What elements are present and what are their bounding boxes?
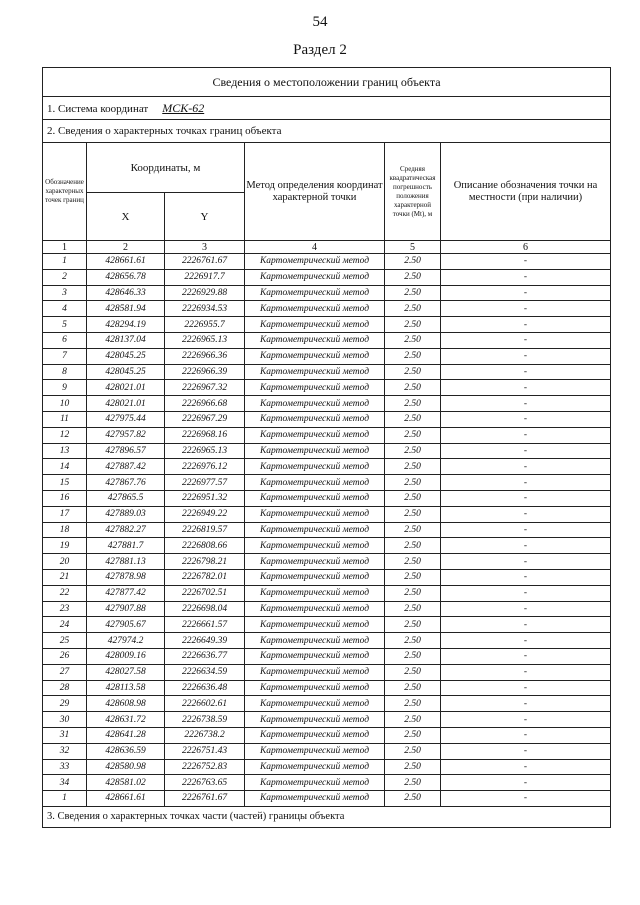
parts-heading: 3. Сведения о характерных точках части (частей) границы объекта	[43, 806, 611, 827]
y-coordinate-cell: 2226949.22	[165, 506, 245, 522]
method-cell: Картометрический метод	[245, 696, 385, 712]
error-cell: 2.50	[385, 269, 441, 285]
header-description: Описание обозначения точки на местности (при наличии)	[441, 143, 611, 241]
error-cell: 2.50	[385, 696, 441, 712]
table-row	[43, 759, 611, 775]
method-cell: Картометрический метод	[245, 317, 385, 333]
x-coordinate-cell: 427896.57	[87, 443, 165, 459]
x-coordinate-cell: 428027.58	[87, 664, 165, 680]
error-cell: 2.50	[385, 633, 441, 649]
x-coordinate-cell: 428646.33	[87, 285, 165, 301]
method-cell: Картометрический метод	[245, 633, 385, 649]
point-number-cell: 31	[43, 727, 87, 743]
point-number-cell: 23	[43, 601, 87, 617]
method-cell: Картометрический метод	[245, 506, 385, 522]
x-coordinate-cell: 427878.98	[87, 569, 165, 585]
method-cell: Картометрический метод	[245, 301, 385, 317]
x-coordinate-cell: 427975.44	[87, 411, 165, 427]
error-cell: 2.50	[385, 348, 441, 364]
method-cell: Картометрический метод	[245, 269, 385, 285]
table-row	[43, 743, 611, 759]
x-coordinate-cell: 428661.61	[87, 791, 165, 807]
table-row	[43, 364, 611, 380]
description-cell: -	[441, 364, 611, 380]
point-number-cell: 21	[43, 569, 87, 585]
table-row	[43, 301, 611, 317]
x-coordinate-cell: 428137.04	[87, 332, 165, 348]
point-number-cell: 15	[43, 475, 87, 491]
table-row	[43, 585, 611, 601]
point-number-cell: 28	[43, 680, 87, 696]
description-cell: -	[441, 554, 611, 570]
y-coordinate-cell: 2226634.59	[165, 664, 245, 680]
point-number-cell: 5	[43, 317, 87, 333]
page-number: 54	[312, 14, 328, 30]
error-cell: 2.50	[385, 743, 441, 759]
table-row	[43, 490, 611, 506]
point-number-cell: 33	[43, 759, 87, 775]
x-coordinate-cell: 428581.02	[87, 775, 165, 791]
col-number: 4	[245, 241, 385, 254]
table-row	[43, 538, 611, 554]
y-coordinate-cell: 2226976.12	[165, 459, 245, 475]
method-cell: Картометрический метод	[245, 617, 385, 633]
x-coordinate-cell: 427877.42	[87, 585, 165, 601]
method-cell: Картометрический метод	[245, 443, 385, 459]
point-number-cell: 13	[43, 443, 87, 459]
method-cell: Картометрический метод	[245, 775, 385, 791]
col-number: 2	[87, 241, 165, 254]
error-cell: 2.50	[385, 411, 441, 427]
error-cell: 2.50	[385, 364, 441, 380]
y-coordinate-cell: 2226602.61	[165, 696, 245, 712]
points-heading: 2. Сведения о характерных точках границ объекта	[43, 120, 611, 143]
method-cell: Картометрический метод	[245, 348, 385, 364]
x-coordinate-cell: 428656.78	[87, 269, 165, 285]
description-cell: -	[441, 680, 611, 696]
error-cell: 2.50	[385, 712, 441, 728]
table-row	[43, 522, 611, 538]
point-number-cell: 7	[43, 348, 87, 364]
y-coordinate-cell: 2226636.48	[165, 680, 245, 696]
description-cell: -	[441, 269, 611, 285]
coord-system-label: 1. Система координат	[47, 102, 149, 115]
table-row	[43, 254, 611, 270]
table-row	[43, 285, 611, 301]
y-coordinate-cell: 2226917.7	[165, 269, 245, 285]
method-cell: Картометрический метод	[245, 712, 385, 728]
error-cell: 2.50	[385, 332, 441, 348]
description-cell: -	[441, 775, 611, 791]
point-number-cell: 4	[43, 301, 87, 317]
x-coordinate-cell: 428581.94	[87, 301, 165, 317]
coord-system-value: МСК-62	[162, 100, 205, 115]
table-row	[43, 506, 611, 522]
error-cell: 2.50	[385, 475, 441, 491]
error-cell: 2.50	[385, 775, 441, 791]
x-coordinate-cell: 427865.5	[87, 490, 165, 506]
method-cell: Картометрический метод	[245, 554, 385, 570]
method-cell: Картометрический метод	[245, 364, 385, 380]
y-coordinate-cell: 2226934.53	[165, 301, 245, 317]
table-row	[43, 380, 611, 396]
error-cell: 2.50	[385, 617, 441, 633]
description-cell: -	[441, 791, 611, 807]
description-cell: -	[441, 490, 611, 506]
description-cell: -	[441, 332, 611, 348]
method-cell: Картометрический метод	[245, 411, 385, 427]
method-cell: Картометрический метод	[245, 522, 385, 538]
description-cell: -	[441, 759, 611, 775]
method-cell: Картометрический метод	[245, 601, 385, 617]
y-coordinate-cell: 2226808.66	[165, 538, 245, 554]
description-cell: -	[441, 285, 611, 301]
point-number-cell: 20	[43, 554, 87, 570]
error-cell: 2.50	[385, 538, 441, 554]
description-cell: -	[441, 664, 611, 680]
table-row	[43, 554, 611, 570]
y-coordinate-cell: 2226751.43	[165, 743, 245, 759]
table-row	[43, 727, 611, 743]
header-error: Средняя квадратическая погрешность положения характерной точки (Мt), м	[385, 143, 441, 241]
point-number-cell: 30	[43, 712, 87, 728]
method-cell: Картометрический метод	[245, 427, 385, 443]
description-cell: -	[441, 459, 611, 475]
boundary-table	[42, 67, 611, 828]
table-row	[43, 443, 611, 459]
method-cell: Картометрический метод	[245, 648, 385, 664]
header-x: X	[87, 193, 165, 241]
x-coordinate-cell: 427905.67	[87, 617, 165, 633]
y-coordinate-cell: 2226968.16	[165, 427, 245, 443]
error-cell: 2.50	[385, 254, 441, 270]
error-cell: 2.50	[385, 759, 441, 775]
col-number: 3	[165, 241, 245, 254]
x-coordinate-cell: 428636.59	[87, 743, 165, 759]
description-cell: -	[441, 427, 611, 443]
x-coordinate-cell: 428009.16	[87, 648, 165, 664]
y-coordinate-cell: 2226798.21	[165, 554, 245, 570]
point-number-cell: 3	[43, 285, 87, 301]
error-cell: 2.50	[385, 522, 441, 538]
table-title: Сведения о местоположении границ объекта	[43, 68, 611, 97]
header-point-name: Обозначение характерных точек границ	[43, 143, 87, 241]
description-cell: -	[441, 743, 611, 759]
table-row	[43, 617, 611, 633]
description-cell: -	[441, 348, 611, 364]
description-cell: -	[441, 538, 611, 554]
table-row	[43, 633, 611, 649]
method-cell: Картометрический метод	[245, 490, 385, 506]
method-cell: Картометрический метод	[245, 396, 385, 412]
x-coordinate-cell: 428045.25	[87, 348, 165, 364]
y-coordinate-cell: 2226702.51	[165, 585, 245, 601]
method-cell: Картометрический метод	[245, 680, 385, 696]
x-coordinate-cell: 427957.82	[87, 427, 165, 443]
error-cell: 2.50	[385, 317, 441, 333]
point-number-cell: 17	[43, 506, 87, 522]
point-number-cell: 9	[43, 380, 87, 396]
table-row	[43, 269, 611, 285]
point-number-cell: 1	[43, 254, 87, 270]
x-coordinate-cell: 427887.42	[87, 459, 165, 475]
description-cell: -	[441, 601, 611, 617]
description-cell: -	[441, 317, 611, 333]
error-cell: 2.50	[385, 506, 441, 522]
error-cell: 2.50	[385, 396, 441, 412]
header-coords: Координаты, м	[87, 143, 245, 193]
x-coordinate-cell: 427881.13	[87, 554, 165, 570]
y-coordinate-cell: 2226955.7	[165, 317, 245, 333]
method-cell: Картометрический метод	[245, 791, 385, 807]
y-coordinate-cell: 2226965.13	[165, 443, 245, 459]
description-cell: -	[441, 617, 611, 633]
y-coordinate-cell: 2226763.65	[165, 775, 245, 791]
table-row	[43, 459, 611, 475]
y-coordinate-cell: 2226966.68	[165, 396, 245, 412]
y-coordinate-cell: 2226966.36	[165, 348, 245, 364]
point-number-cell: 19	[43, 538, 87, 554]
error-cell: 2.50	[385, 443, 441, 459]
y-coordinate-cell: 2226819.57	[165, 522, 245, 538]
method-cell: Картометрический метод	[245, 727, 385, 743]
y-coordinate-cell: 2226738.59	[165, 712, 245, 728]
method-cell: Картометрический метод	[245, 743, 385, 759]
point-number-cell: 11	[43, 411, 87, 427]
table-row	[43, 696, 611, 712]
table-row	[43, 664, 611, 680]
y-coordinate-cell: 2226698.04	[165, 601, 245, 617]
point-number-cell: 12	[43, 427, 87, 443]
method-cell: Картометрический метод	[245, 254, 385, 270]
point-number-cell: 1	[43, 791, 87, 807]
y-coordinate-cell: 2226967.29	[165, 411, 245, 427]
table-row	[43, 601, 611, 617]
x-coordinate-cell: 428021.01	[87, 396, 165, 412]
error-cell: 2.50	[385, 664, 441, 680]
error-cell: 2.50	[385, 554, 441, 570]
y-coordinate-cell: 2226966.39	[165, 364, 245, 380]
y-coordinate-cell: 2226929.88	[165, 285, 245, 301]
error-cell: 2.50	[385, 427, 441, 443]
y-coordinate-cell: 2226661.57	[165, 617, 245, 633]
x-coordinate-cell: 427974.2	[87, 633, 165, 649]
x-coordinate-cell: 427867.76	[87, 475, 165, 491]
y-coordinate-cell: 2226977.57	[165, 475, 245, 491]
table-row	[43, 712, 611, 728]
error-cell: 2.50	[385, 285, 441, 301]
col-number: 1	[43, 241, 87, 254]
table-row	[43, 648, 611, 664]
x-coordinate-cell: 428631.72	[87, 712, 165, 728]
table-row	[43, 475, 611, 491]
description-cell: -	[441, 411, 611, 427]
x-coordinate-cell: 428294.19	[87, 317, 165, 333]
point-number-cell: 22	[43, 585, 87, 601]
description-cell: -	[441, 522, 611, 538]
table-row	[43, 569, 611, 585]
table-row	[43, 396, 611, 412]
error-cell: 2.50	[385, 727, 441, 743]
x-coordinate-cell: 428580.98	[87, 759, 165, 775]
method-cell: Картометрический метод	[245, 332, 385, 348]
point-number-cell: 6	[43, 332, 87, 348]
description-cell: -	[441, 648, 611, 664]
boundary-table-frame	[42, 67, 610, 828]
y-coordinate-cell: 2226782.01	[165, 569, 245, 585]
section-title: Раздел 2	[293, 42, 347, 58]
column-numbers-row	[43, 241, 611, 254]
table-row	[43, 348, 611, 364]
point-number-cell: 16	[43, 490, 87, 506]
description-cell: -	[441, 696, 611, 712]
table-row	[43, 791, 611, 807]
method-cell: Картометрический метод	[245, 569, 385, 585]
y-coordinate-cell: 2226752.83	[165, 759, 245, 775]
y-coordinate-cell: 2226967.32	[165, 380, 245, 396]
point-number-cell: 24	[43, 617, 87, 633]
y-coordinate-cell: 2226636.77	[165, 648, 245, 664]
coord-system-row	[43, 97, 611, 120]
point-number-cell: 32	[43, 743, 87, 759]
col-number: 5	[385, 241, 441, 254]
error-cell: 2.50	[385, 648, 441, 664]
description-cell: -	[441, 712, 611, 728]
x-coordinate-cell: 427881.7	[87, 538, 165, 554]
description-cell: -	[441, 506, 611, 522]
error-cell: 2.50	[385, 459, 441, 475]
y-coordinate-cell: 2226965.13	[165, 332, 245, 348]
description-cell: -	[441, 443, 611, 459]
table-row	[43, 332, 611, 348]
table-row	[43, 775, 611, 791]
col-number: 6	[441, 241, 611, 254]
table-row	[43, 680, 611, 696]
x-coordinate-cell: 427882.27	[87, 522, 165, 538]
point-number-cell: 8	[43, 364, 87, 380]
x-coordinate-cell: 428608.98	[87, 696, 165, 712]
y-coordinate-cell: 2226649.39	[165, 633, 245, 649]
table-row	[43, 427, 611, 443]
description-cell: -	[441, 727, 611, 743]
description-cell: -	[441, 569, 611, 585]
error-cell: 2.50	[385, 585, 441, 601]
x-coordinate-cell: 428113.58	[87, 680, 165, 696]
method-cell: Картометрический метод	[245, 585, 385, 601]
method-cell: Картометрический метод	[245, 459, 385, 475]
y-coordinate-cell: 2226951.32	[165, 490, 245, 506]
point-number-cell: 18	[43, 522, 87, 538]
method-cell: Картометрический метод	[245, 380, 385, 396]
point-number-cell: 34	[43, 775, 87, 791]
error-cell: 2.50	[385, 301, 441, 317]
point-number-cell: 25	[43, 633, 87, 649]
point-number-cell: 29	[43, 696, 87, 712]
point-number-cell: 26	[43, 648, 87, 664]
method-cell: Картометрический метод	[245, 538, 385, 554]
point-number-cell: 2	[43, 269, 87, 285]
point-number-cell: 14	[43, 459, 87, 475]
method-cell: Картометрический метод	[245, 285, 385, 301]
y-coordinate-cell: 2226761.67	[165, 254, 245, 270]
point-number-cell: 27	[43, 664, 87, 680]
error-cell: 2.50	[385, 569, 441, 585]
table-row	[43, 411, 611, 427]
x-coordinate-cell: 428021.01	[87, 380, 165, 396]
header-method: Метод определения координат характерной точки	[245, 143, 385, 241]
method-cell: Картометрический метод	[245, 759, 385, 775]
error-cell: 2.50	[385, 380, 441, 396]
error-cell: 2.50	[385, 680, 441, 696]
y-coordinate-cell: 2226761.67	[165, 791, 245, 807]
description-cell: -	[441, 396, 611, 412]
x-coordinate-cell: 427907.88	[87, 601, 165, 617]
y-coordinate-cell: 2226738.2	[165, 727, 245, 743]
error-cell: 2.50	[385, 601, 441, 617]
description-cell: -	[441, 585, 611, 601]
point-number-cell: 10	[43, 396, 87, 412]
x-coordinate-cell: 428661.61	[87, 254, 165, 270]
x-coordinate-cell: 428641.28	[87, 727, 165, 743]
method-cell: Картометрический метод	[245, 475, 385, 491]
description-cell: -	[441, 633, 611, 649]
method-cell: Картометрический метод	[245, 664, 385, 680]
description-cell: -	[441, 254, 611, 270]
error-cell: 2.50	[385, 490, 441, 506]
description-cell: -	[441, 380, 611, 396]
x-coordinate-cell: 427889.03	[87, 506, 165, 522]
error-cell: 2.50	[385, 791, 441, 807]
table-row	[43, 317, 611, 333]
x-coordinate-cell: 428045.25	[87, 364, 165, 380]
header-y: Y	[165, 193, 245, 241]
description-cell: -	[441, 475, 611, 491]
description-cell: -	[441, 301, 611, 317]
